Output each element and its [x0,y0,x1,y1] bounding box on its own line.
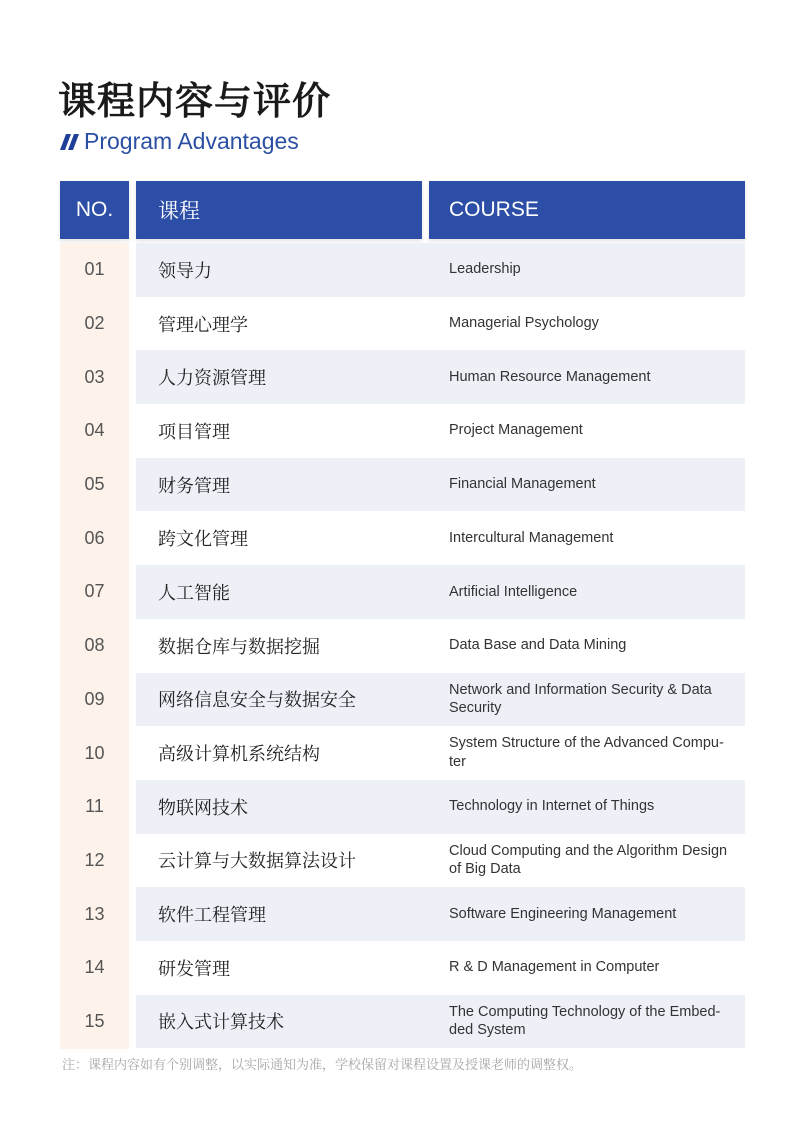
table-row [60,887,745,941]
course-en: R & D Management in Computer [449,959,660,976]
course-cn: 网络信息安全与数据安全 [158,690,356,712]
course-en: Human Resource Management [449,368,651,385]
course-cn: 项目管理 [158,421,230,443]
course-table [60,243,745,1048]
row-number: 08 [84,635,105,656]
row-number: 10 [84,742,105,763]
row-number: 09 [84,688,105,709]
course-en: Technology in Internet of Things [449,798,655,815]
table-row [60,404,745,458]
header-no: NO. [60,181,129,239]
header-course-en: COURSE [429,181,745,239]
course-en: Intercultural Management [449,529,614,546]
double-slash-icon [60,133,80,151]
course-en: The Computing Technology of the Embed-ded System [449,1003,721,1039]
course-cn: 管理心理学 [158,314,248,336]
course-en: Data Base and Data Mining [449,637,627,654]
table-row [60,565,745,619]
table-row [60,726,745,780]
row-number: 06 [84,527,105,548]
row-number: 07 [84,581,105,602]
course-en: Artificial Intelligence [449,583,578,600]
course-cn: 高级计算机系统结构 [158,744,320,766]
course-en: System Structure of the Advanced Compu-ter [449,735,724,771]
course-cn: 物联网技术 [158,797,248,819]
course-en: Financial Management [449,476,596,493]
subtitle: Program Advantages [84,128,299,154]
course-cn: 数据仓库与数据挖掘 [158,636,320,658]
course-cn: 跨文化管理 [158,529,248,551]
course-cn: 人力资源管理 [158,368,266,390]
course-cn: 云计算与大数据算法设计 [158,851,356,873]
table-row [60,780,745,834]
course-en: Network and Information Security & Data Security [449,681,712,717]
page-title: 课程内容与评价 [58,79,332,123]
course-cn: 财务管理 [158,475,230,497]
table-row [60,834,745,888]
course-en: Managerial Psychology [449,315,599,332]
row-number: 04 [84,420,105,441]
header-course-cn: 课程 [136,181,422,239]
row-number: 01 [84,259,105,280]
table-row [60,995,745,1049]
table-row [60,458,745,512]
table-row [60,511,745,565]
course-cn: 研发管理 [158,958,230,980]
table-row [60,297,745,351]
table-row [60,941,745,995]
table-row [60,673,745,727]
footnote: 注：课程内容如有个别调整，以实际通知为准，学校保留对课程设置及授课老师的调整权。 [62,1058,583,1073]
table-row [60,350,745,404]
table-row [60,243,745,297]
row-number: 13 [84,903,105,924]
course-en: Leadership [449,261,521,278]
row-number: 02 [84,313,105,334]
course-en: Software Engineering Management [449,905,677,922]
course-en: Cloud Computing and the Algorithm Design of Big Data [449,842,728,878]
course-en: Project Management [449,422,583,439]
row-number: 15 [84,1010,105,1031]
row-number: 11 [85,796,104,817]
row-number: 05 [84,474,105,495]
course-cn: 嵌入式计算技术 [158,1012,284,1034]
row-number: 12 [84,849,105,870]
subtitle-row [60,128,299,155]
course-cn: 领导力 [158,260,212,282]
course-cn: 人工智能 [158,582,230,604]
table-row [60,619,745,673]
row-number: 14 [84,957,105,978]
course-cn: 软件工程管理 [158,905,266,927]
row-number: 03 [84,366,105,387]
